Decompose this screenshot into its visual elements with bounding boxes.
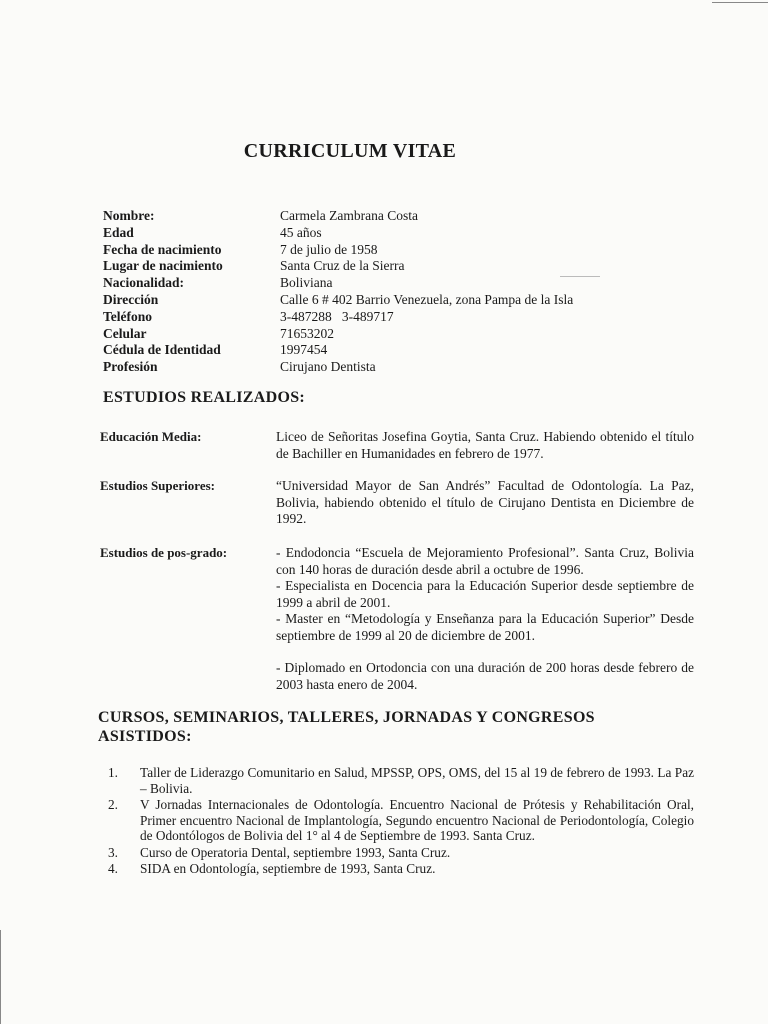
courses-heading xyxy=(98,708,595,746)
education-posgrado xyxy=(100,545,696,693)
personal-row xyxy=(103,242,703,259)
list-item-number: 2. xyxy=(108,797,118,812)
personal-row xyxy=(103,225,703,242)
posgrado-item: - Diplomado en Ortodoncia con una duración de 200 horas desde febrero de 2003 hasta enero de 2004. xyxy=(276,660,694,692)
studies-heading: ESTUDIOS REALIZADOS: xyxy=(103,389,306,406)
personal-row xyxy=(103,208,703,225)
list-item-text: SIDA en Odontología, septiembre de 1993, Santa Cruz. xyxy=(140,861,436,876)
scan-mark-top-right xyxy=(712,2,768,3)
personal-label: Nombre: xyxy=(103,208,155,223)
personal-label: Lugar de nacimiento xyxy=(103,258,223,274)
personal-value: 45 años xyxy=(280,224,322,240)
list-item xyxy=(108,845,694,861)
education-media xyxy=(100,429,696,462)
personal-value: 71653202 xyxy=(280,325,334,341)
list-item-text: V Jornadas Internacionales de Odontología. Encuentro Nacional de Prótesis y Rehabilitación Oral, Primer encuentro Nacional de Implantología, Segundo encuentro Nacional de Periodontología, Colegio de Odontólogos de Bolivia del 1° al 4 de Septiembre de 1993. Santa Cruz. xyxy=(140,797,694,843)
scan-mark-left xyxy=(0,930,1,1024)
list-item-number: 4. xyxy=(108,861,118,876)
education-media-label: Educación Media: xyxy=(100,429,202,444)
education-superior-text: “Universidad Mayor de San Andrés” Facultad de Odontología. La Paz, Bolivia, habiendo obtenido el título de Cirujano Dentista en Diciembre de 1992. xyxy=(276,478,694,526)
list-item xyxy=(108,797,694,844)
personal-value: 3-487288 3-489717 xyxy=(280,308,394,324)
personal-label: Dirección xyxy=(103,291,159,307)
personal-row xyxy=(103,359,703,376)
education-media-text: Liceo de Señoritas Josefina Goytia, Santa Cruz. Habiendo obtenido el título de Bachiller en Humanidades en febrero de 1977. xyxy=(276,429,694,461)
personal-value: 7 de julio de 1958 xyxy=(280,241,378,257)
education-superior xyxy=(100,478,696,528)
personal-value: Cirujano Dentista xyxy=(280,359,376,375)
education-posgrado-list xyxy=(276,545,694,693)
personal-row xyxy=(103,342,703,359)
posgrado-item: - Master en “Metodología y Enseñanza para la Educación Superior” Desde septiembre de 1999 al 20 de diciembre de 2001. xyxy=(276,611,694,643)
list-item-number: 1. xyxy=(108,765,118,780)
personal-value: 1997454 xyxy=(280,342,328,358)
list-item xyxy=(108,861,694,877)
page-title: CURRICULUM VITAE xyxy=(243,140,457,162)
personal-label: Edad xyxy=(103,224,134,240)
personal-label: Teléfono xyxy=(103,308,153,324)
personal-row xyxy=(103,258,703,275)
personal-row xyxy=(103,275,703,292)
personal-label: Profesión xyxy=(103,359,158,375)
list-item-text: Curso de Operatoria Dental, septiembre 1993, Santa Cruz. xyxy=(140,844,451,860)
personal-value: Calle 6 # 402 Barrio Venezuela, zona Pampa de la Isla xyxy=(280,291,574,307)
list-item-number: 3. xyxy=(108,844,118,860)
education-posgrado-label: Estudios de pos-grado: xyxy=(100,545,228,560)
personal-label: Nacionalidad: xyxy=(103,275,185,291)
list-item-text: Taller de Liderazgo Comunitario en Salud, MPSSP, OPS, OMS, del 15 al 19 de febrero de 1993. La Paz – Bolivia. xyxy=(140,765,694,796)
courses-heading-line: ASISTIDOS: xyxy=(98,728,192,745)
education-superior-label: Estudios Superiores: xyxy=(100,478,215,493)
personal-row xyxy=(103,326,703,343)
personal-label: Fecha de nacimiento xyxy=(103,241,222,257)
personal-value: Santa Cruz de la Sierra xyxy=(280,258,405,274)
courses-list xyxy=(108,765,694,878)
list-item xyxy=(108,765,694,796)
courses-heading-line: CURSOS, SEMINARIOS, TALLERES, JORNADAS Y CONGRESOS xyxy=(98,709,595,726)
personal-row xyxy=(103,292,703,309)
personal-value: Boliviana xyxy=(280,275,333,291)
posgrado-item: - Endodoncia “Escuela de Mejoramiento Profesional”. Santa Cruz, Bolivia con 140 horas de duración desde abril a octubre de 1996. xyxy=(276,545,694,577)
posgrado-item: - Especialista en Docencia para la Educación Superior desde septiembre de 1999 a abril de 2001. xyxy=(276,578,694,610)
personal-value: Carmela Zambrana Costa xyxy=(280,208,418,223)
personal-row xyxy=(103,309,703,326)
personal-label: Cédula de Identidad xyxy=(103,342,221,358)
personal-label: Celular xyxy=(103,325,147,341)
personal-info xyxy=(103,208,703,376)
